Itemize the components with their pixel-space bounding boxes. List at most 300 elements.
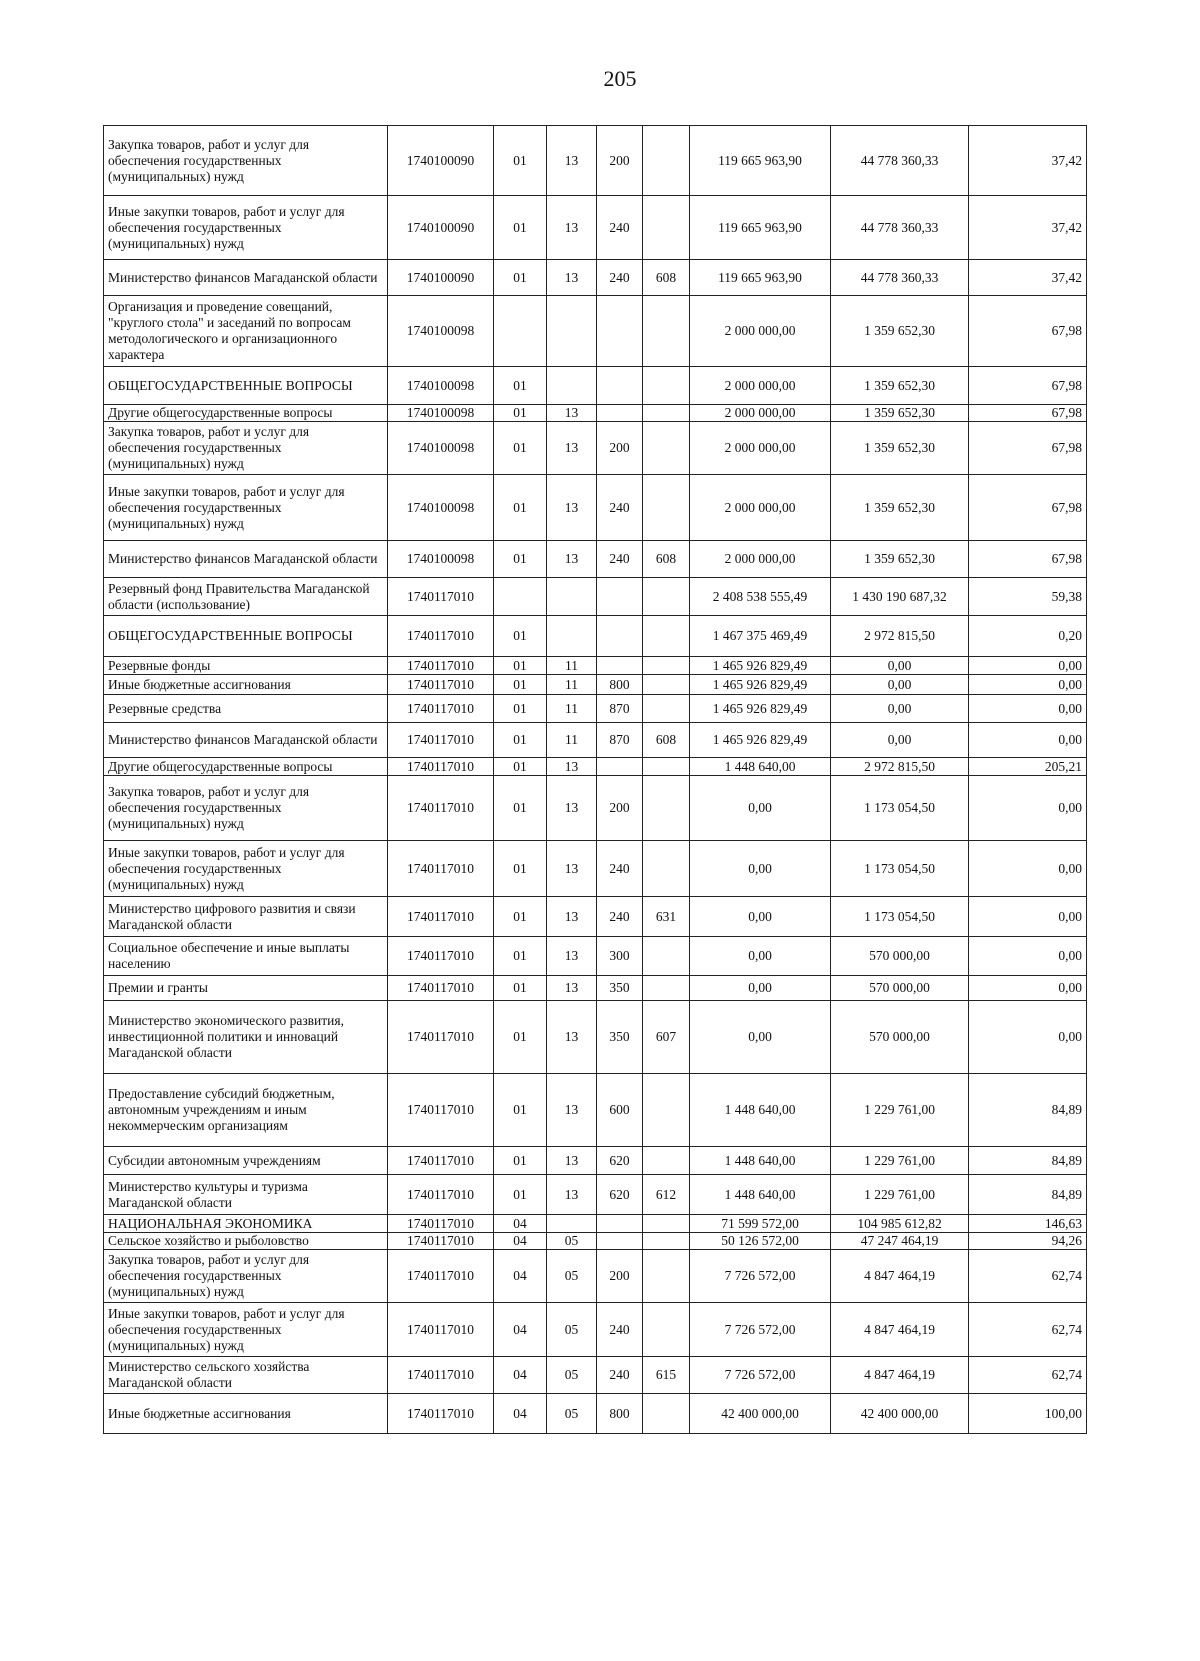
table-row <box>104 1001 1087 1074</box>
execution-percent-cell: 84,89 <box>969 1074 1087 1147</box>
actual-amount-cell: 1 173 054,50 <box>831 841 969 897</box>
row-name-cell: ОБЩЕГОСУДАРСТВЕННЫЕ ВОПРОСЫ <box>104 367 388 405</box>
planned-amount-cell: 0,00 <box>690 841 831 897</box>
execution-percent-cell: 62,74 <box>969 1250 1087 1303</box>
subsection-code-cell: 05 <box>547 1394 597 1434</box>
planned-amount-cell: 0,00 <box>690 937 831 976</box>
row-name-cell: Закупка товаров, работ и услуг для обеспечения государственных (муниципальных) нужд <box>104 1250 388 1303</box>
section-code-cell: 04 <box>494 1394 547 1434</box>
execution-percent-cell: 62,74 <box>969 1357 1087 1394</box>
row-name-cell: Другие общегосударственные вопросы <box>104 758 388 776</box>
section-code-cell: 01 <box>494 897 547 937</box>
administrator-code-cell <box>643 1250 690 1303</box>
planned-amount-cell: 0,00 <box>690 976 831 1001</box>
section-code-cell: 01 <box>494 675 547 695</box>
subsection-code-cell <box>547 616 597 657</box>
actual-amount-cell: 1 359 652,30 <box>831 541 969 578</box>
expense-type-cell <box>597 758 643 776</box>
subsection-code-cell: 13 <box>547 260 597 296</box>
actual-amount-cell: 1 229 761,00 <box>831 1175 969 1215</box>
section-code-cell: 01 <box>494 475 547 541</box>
row-name-cell: Министерство экономического развития, инвестиционной политики и инноваций Магаданской области <box>104 1001 388 1074</box>
execution-percent-cell: 67,98 <box>969 422 1087 475</box>
planned-amount-cell: 7 726 572,00 <box>690 1250 831 1303</box>
expense-type-cell: 870 <box>597 723 643 758</box>
administrator-code-cell <box>643 1147 690 1175</box>
subsection-code-cell: 13 <box>547 196 597 260</box>
table-row <box>104 657 1087 675</box>
row-name-cell: Министерство цифрового развития и связи Магаданской области <box>104 897 388 937</box>
planned-amount-cell: 1 465 926 829,49 <box>690 695 831 723</box>
subsection-code-cell: 13 <box>547 405 597 422</box>
page-number: 205 <box>603 66 637 91</box>
expense-type-cell <box>597 367 643 405</box>
row-name-cell: Предоставление субсидий бюджетным, автономным учреждениям и иным некоммерческим организациям <box>104 1074 388 1147</box>
expense-type-cell: 240 <box>597 841 643 897</box>
administrator-code-cell <box>643 1215 690 1233</box>
target-article-cell: 1740100098 <box>388 405 494 422</box>
row-name-cell: Министерство сельского хозяйства Магаданской области <box>104 1357 388 1394</box>
execution-percent-cell: 37,42 <box>969 196 1087 260</box>
section-code-cell: 01 <box>494 976 547 1001</box>
planned-amount-cell: 1 448 640,00 <box>690 1147 831 1175</box>
administrator-code-cell: 608 <box>643 723 690 758</box>
table-row <box>104 1303 1087 1357</box>
row-name-cell: Министерство финансов Магаданской области <box>104 260 388 296</box>
administrator-code-cell <box>643 976 690 1001</box>
administrator-code-cell <box>643 695 690 723</box>
row-name-cell: Сельское хозяйство и рыболовство <box>104 1233 388 1250</box>
target-article-cell: 1740117010 <box>388 616 494 657</box>
subsection-code-cell <box>547 578 597 616</box>
expense-type-cell: 240 <box>597 1303 643 1357</box>
administrator-code-cell <box>643 126 690 196</box>
planned-amount-cell: 7 726 572,00 <box>690 1303 831 1357</box>
administrator-code-cell <box>643 841 690 897</box>
expense-type-cell <box>597 405 643 422</box>
actual-amount-cell: 1 359 652,30 <box>831 367 969 405</box>
planned-amount-cell: 1 465 926 829,49 <box>690 675 831 695</box>
section-code-cell: 04 <box>494 1215 547 1233</box>
table-row <box>104 616 1087 657</box>
table-body <box>104 126 1087 1434</box>
execution-percent-cell: 67,98 <box>969 405 1087 422</box>
table-row <box>104 296 1087 367</box>
planned-amount-cell: 1 467 375 469,49 <box>690 616 831 657</box>
subsection-code-cell: 05 <box>547 1357 597 1394</box>
row-name-cell: Иные закупки товаров, работ и услуг для обеспечения государственных (муниципальных) нужд <box>104 841 388 897</box>
table-row <box>104 695 1087 723</box>
target-article-cell: 1740100098 <box>388 296 494 367</box>
row-name-cell: Министерство финансов Магаданской области <box>104 541 388 578</box>
table-row <box>104 578 1087 616</box>
administrator-code-cell <box>643 675 690 695</box>
row-name-cell: Министерство культуры и туризма Магаданской области <box>104 1175 388 1215</box>
table-row <box>104 776 1087 841</box>
table-row <box>104 126 1087 196</box>
planned-amount-cell: 0,00 <box>690 897 831 937</box>
table-row <box>104 1147 1087 1175</box>
table-row <box>104 897 1087 937</box>
administrator-code-cell <box>643 296 690 367</box>
table-row <box>104 841 1087 897</box>
administrator-code-cell <box>643 1233 690 1250</box>
expense-type-cell: 800 <box>597 675 643 695</box>
expense-type-cell <box>597 1215 643 1233</box>
table-row <box>104 1074 1087 1147</box>
expense-type-cell: 240 <box>597 1357 643 1394</box>
target-article-cell: 1740117010 <box>388 758 494 776</box>
actual-amount-cell: 1 229 761,00 <box>831 1074 969 1147</box>
planned-amount-cell: 2 000 000,00 <box>690 422 831 475</box>
row-name-cell: Резервный фонд Правительства Магаданской области (использование) <box>104 578 388 616</box>
expense-type-cell: 870 <box>597 695 643 723</box>
row-name-cell: Закупка товаров, работ и услуг для обеспечения государственных (муниципальных) нужд <box>104 126 388 196</box>
subsection-code-cell: 13 <box>547 422 597 475</box>
table-row <box>104 422 1087 475</box>
expense-type-cell: 240 <box>597 541 643 578</box>
section-code-cell: 01 <box>494 260 547 296</box>
subsection-code-cell: 13 <box>547 841 597 897</box>
target-article-cell: 1740117010 <box>388 841 494 897</box>
target-article-cell: 1740117010 <box>388 1303 494 1357</box>
subsection-code-cell: 05 <box>547 1250 597 1303</box>
table-row <box>104 367 1087 405</box>
planned-amount-cell: 7 726 572,00 <box>690 1357 831 1394</box>
section-code-cell: 01 <box>494 1074 547 1147</box>
table-row <box>104 976 1087 1001</box>
expense-type-cell: 600 <box>597 1074 643 1147</box>
target-article-cell: 1740117010 <box>388 695 494 723</box>
row-name-cell: Иные бюджетные ассигнования <box>104 1394 388 1434</box>
expense-type-cell: 240 <box>597 196 643 260</box>
target-article-cell: 1740100090 <box>388 260 494 296</box>
planned-amount-cell: 2 000 000,00 <box>690 405 831 422</box>
table-row <box>104 541 1087 578</box>
execution-percent-cell: 100,00 <box>969 1394 1087 1434</box>
subsection-code-cell <box>547 1215 597 1233</box>
target-article-cell: 1740100090 <box>388 196 494 260</box>
subsection-code-cell: 13 <box>547 1001 597 1074</box>
planned-amount-cell: 2 000 000,00 <box>690 367 831 405</box>
execution-percent-cell: 84,89 <box>969 1147 1087 1175</box>
row-name-cell: Резервные средства <box>104 695 388 723</box>
section-code-cell: 01 <box>494 1175 547 1215</box>
execution-percent-cell: 67,98 <box>969 367 1087 405</box>
actual-amount-cell: 4 847 464,19 <box>831 1303 969 1357</box>
planned-amount-cell: 71 599 572,00 <box>690 1215 831 1233</box>
execution-percent-cell: 0,00 <box>969 1001 1087 1074</box>
planned-amount-cell: 2 408 538 555,49 <box>690 578 831 616</box>
actual-amount-cell: 1 173 054,50 <box>831 897 969 937</box>
planned-amount-cell: 1 448 640,00 <box>690 1074 831 1147</box>
table-row <box>104 405 1087 422</box>
actual-amount-cell: 44 778 360,33 <box>831 260 969 296</box>
subsection-code-cell: 13 <box>547 1147 597 1175</box>
subsection-code-cell: 13 <box>547 1175 597 1215</box>
execution-percent-cell: 0,20 <box>969 616 1087 657</box>
target-article-cell: 1740100098 <box>388 475 494 541</box>
actual-amount-cell: 0,00 <box>831 657 969 675</box>
expense-type-cell: 200 <box>597 1250 643 1303</box>
planned-amount-cell: 119 665 963,90 <box>690 126 831 196</box>
execution-percent-cell: 0,00 <box>969 723 1087 758</box>
actual-amount-cell: 47 247 464,19 <box>831 1233 969 1250</box>
actual-amount-cell: 2 972 815,50 <box>831 758 969 776</box>
administrator-code-cell <box>643 1303 690 1357</box>
row-name-cell: Социальное обеспечение и иные выплаты населению <box>104 937 388 976</box>
row-name-cell: Иные закупки товаров, работ и услуг для обеспечения государственных (муниципальных) нужд <box>104 196 388 260</box>
execution-percent-cell: 0,00 <box>969 897 1087 937</box>
subsection-code-cell: 05 <box>547 1303 597 1357</box>
administrator-code-cell <box>643 367 690 405</box>
section-code-cell: 01 <box>494 405 547 422</box>
section-code-cell: 01 <box>494 723 547 758</box>
row-name-cell: Резервные фонды <box>104 657 388 675</box>
section-code-cell: 01 <box>494 126 547 196</box>
target-article-cell: 1740117010 <box>388 937 494 976</box>
target-article-cell: 1740100090 <box>388 126 494 196</box>
expense-type-cell: 300 <box>597 937 643 976</box>
administrator-code-cell <box>643 1394 690 1434</box>
actual-amount-cell: 1 430 190 687,32 <box>831 578 969 616</box>
section-code-cell <box>494 296 547 367</box>
execution-percent-cell: 67,98 <box>969 296 1087 367</box>
actual-amount-cell: 0,00 <box>831 675 969 695</box>
row-name-cell: ОБЩЕГОСУДАРСТВЕННЫЕ ВОПРОСЫ <box>104 616 388 657</box>
administrator-code-cell: 631 <box>643 897 690 937</box>
planned-amount-cell: 2 000 000,00 <box>690 541 831 578</box>
section-code-cell: 04 <box>494 1303 547 1357</box>
section-code-cell: 01 <box>494 937 547 976</box>
expense-type-cell <box>597 578 643 616</box>
target-article-cell: 1740117010 <box>388 723 494 758</box>
expense-type-cell: 240 <box>597 897 643 937</box>
expense-type-cell: 200 <box>597 126 643 196</box>
actual-amount-cell: 4 847 464,19 <box>831 1357 969 1394</box>
target-article-cell: 1740117010 <box>388 776 494 841</box>
section-code-cell: 01 <box>494 422 547 475</box>
table-row <box>104 1233 1087 1250</box>
target-article-cell: 1740117010 <box>388 1250 494 1303</box>
subsection-code-cell: 13 <box>547 126 597 196</box>
actual-amount-cell: 570 000,00 <box>831 1001 969 1074</box>
target-article-cell: 1740117010 <box>388 1001 494 1074</box>
target-article-cell: 1740100098 <box>388 422 494 475</box>
administrator-code-cell <box>643 758 690 776</box>
expense-type-cell: 350 <box>597 976 643 1001</box>
subsection-code-cell: 11 <box>547 657 597 675</box>
execution-percent-cell: 94,26 <box>969 1233 1087 1250</box>
section-code-cell: 01 <box>494 776 547 841</box>
section-code-cell: 04 <box>494 1233 547 1250</box>
row-name-cell: Организация и проведение совещаний, "круглого стола" и заседаний по вопросам методологического и организационного характера <box>104 296 388 367</box>
section-code-cell: 01 <box>494 367 547 405</box>
expense-type-cell: 200 <box>597 776 643 841</box>
subsection-code-cell: 13 <box>547 897 597 937</box>
administrator-code-cell: 615 <box>643 1357 690 1394</box>
row-name-cell: Закупка товаров, работ и услуг для обеспечения государственных (муниципальных) нужд <box>104 776 388 841</box>
section-code-cell: 01 <box>494 657 547 675</box>
planned-amount-cell: 119 665 963,90 <box>690 196 831 260</box>
expense-type-cell: 350 <box>597 1001 643 1074</box>
actual-amount-cell: 4 847 464,19 <box>831 1250 969 1303</box>
actual-amount-cell: 570 000,00 <box>831 937 969 976</box>
administrator-code-cell <box>643 475 690 541</box>
target-article-cell: 1740117010 <box>388 1357 494 1394</box>
section-code-cell: 01 <box>494 541 547 578</box>
planned-amount-cell: 1 465 926 829,49 <box>690 657 831 675</box>
table-row <box>104 1357 1087 1394</box>
subsection-code-cell <box>547 367 597 405</box>
administrator-code-cell <box>643 196 690 260</box>
target-article-cell: 1740117010 <box>388 1074 494 1147</box>
expense-type-cell: 200 <box>597 422 643 475</box>
section-code-cell: 04 <box>494 1250 547 1303</box>
expense-type-cell <box>597 616 643 657</box>
execution-percent-cell: 37,42 <box>969 126 1087 196</box>
execution-percent-cell: 205,21 <box>969 758 1087 776</box>
planned-amount-cell: 2 000 000,00 <box>690 296 831 367</box>
execution-percent-cell: 59,38 <box>969 578 1087 616</box>
target-article-cell: 1740117010 <box>388 578 494 616</box>
administrator-code-cell <box>643 422 690 475</box>
actual-amount-cell: 44 778 360,33 <box>831 196 969 260</box>
administrator-code-cell: 608 <box>643 260 690 296</box>
subsection-code-cell: 13 <box>547 1074 597 1147</box>
execution-percent-cell: 84,89 <box>969 1175 1087 1215</box>
actual-amount-cell: 104 985 612,82 <box>831 1215 969 1233</box>
section-code-cell: 01 <box>494 196 547 260</box>
actual-amount-cell: 1 359 652,30 <box>831 405 969 422</box>
actual-amount-cell: 1 359 652,30 <box>831 475 969 541</box>
row-name-cell: Субсидии автономным учреждениям <box>104 1147 388 1175</box>
subsection-code-cell: 11 <box>547 675 597 695</box>
execution-percent-cell: 0,00 <box>969 976 1087 1001</box>
row-name-cell: Иные закупки товаров, работ и услуг для обеспечения государственных (муниципальных) нужд <box>104 475 388 541</box>
target-article-cell: 1740117010 <box>388 1175 494 1215</box>
administrator-code-cell: 608 <box>643 541 690 578</box>
table-row <box>104 1250 1087 1303</box>
planned-amount-cell: 0,00 <box>690 776 831 841</box>
row-name-cell: НАЦИОНАЛЬНАЯ ЭКОНОМИКА <box>104 1215 388 1233</box>
table-row <box>104 1175 1087 1215</box>
expense-type-cell: 620 <box>597 1147 643 1175</box>
target-article-cell: 1740117010 <box>388 675 494 695</box>
row-name-cell: Министерство финансов Магаданской области <box>104 723 388 758</box>
administrator-code-cell <box>643 1074 690 1147</box>
planned-amount-cell: 1 448 640,00 <box>690 1175 831 1215</box>
planned-amount-cell: 0,00 <box>690 1001 831 1074</box>
administrator-code-cell <box>643 616 690 657</box>
row-name-cell: Закупка товаров, работ и услуг для обеспечения государственных (муниципальных) нужд <box>104 422 388 475</box>
row-name-cell: Премии и гранты <box>104 976 388 1001</box>
section-code-cell: 01 <box>494 841 547 897</box>
actual-amount-cell: 570 000,00 <box>831 976 969 1001</box>
section-code-cell <box>494 578 547 616</box>
target-article-cell: 1740100098 <box>388 367 494 405</box>
row-name-cell: Иные закупки товаров, работ и услуг для обеспечения государственных (муниципальных) нужд <box>104 1303 388 1357</box>
actual-amount-cell: 0,00 <box>831 695 969 723</box>
expense-type-cell: 240 <box>597 260 643 296</box>
target-article-cell: 1740100098 <box>388 541 494 578</box>
target-article-cell: 1740117010 <box>388 1147 494 1175</box>
row-name-cell: Иные бюджетные ассигнования <box>104 675 388 695</box>
section-code-cell: 01 <box>494 695 547 723</box>
execution-percent-cell: 0,00 <box>969 695 1087 723</box>
subsection-code-cell <box>547 296 597 367</box>
administrator-code-cell <box>643 578 690 616</box>
execution-percent-cell: 62,74 <box>969 1303 1087 1357</box>
target-article-cell: 1740117010 <box>388 1233 494 1250</box>
actual-amount-cell: 2 972 815,50 <box>831 616 969 657</box>
table-row <box>104 196 1087 260</box>
execution-percent-cell: 0,00 <box>969 657 1087 675</box>
expense-type-cell <box>597 657 643 675</box>
expense-type-cell <box>597 1233 643 1250</box>
execution-percent-cell: 37,42 <box>969 260 1087 296</box>
subsection-code-cell: 11 <box>547 723 597 758</box>
table-row <box>104 675 1087 695</box>
section-code-cell: 01 <box>494 1001 547 1074</box>
actual-amount-cell: 1 229 761,00 <box>831 1147 969 1175</box>
planned-amount-cell: 119 665 963,90 <box>690 260 831 296</box>
section-code-cell: 04 <box>494 1357 547 1394</box>
section-code-cell: 01 <box>494 1147 547 1175</box>
execution-percent-cell: 67,98 <box>969 541 1087 578</box>
target-article-cell: 1740117010 <box>388 976 494 1001</box>
execution-percent-cell: 0,00 <box>969 776 1087 841</box>
administrator-code-cell: 612 <box>643 1175 690 1215</box>
execution-percent-cell: 0,00 <box>969 675 1087 695</box>
target-article-cell: 1740117010 <box>388 1394 494 1434</box>
table-row <box>104 937 1087 976</box>
expense-type-cell: 240 <box>597 475 643 541</box>
planned-amount-cell: 1 465 926 829,49 <box>690 723 831 758</box>
table-row <box>104 260 1087 296</box>
subsection-code-cell: 13 <box>547 475 597 541</box>
section-code-cell: 01 <box>494 758 547 776</box>
subsection-code-cell: 11 <box>547 695 597 723</box>
target-article-cell: 1740117010 <box>388 897 494 937</box>
target-article-cell: 1740117010 <box>388 657 494 675</box>
planned-amount-cell: 50 126 572,00 <box>690 1233 831 1250</box>
subsection-code-cell: 13 <box>547 776 597 841</box>
expense-type-cell <box>597 296 643 367</box>
actual-amount-cell: 44 778 360,33 <box>831 126 969 196</box>
expense-type-cell: 800 <box>597 1394 643 1434</box>
administrator-code-cell <box>643 776 690 841</box>
actual-amount-cell: 1 359 652,30 <box>831 296 969 367</box>
execution-percent-cell: 0,00 <box>969 937 1087 976</box>
subsection-code-cell: 13 <box>547 937 597 976</box>
subsection-code-cell: 13 <box>547 976 597 1001</box>
actual-amount-cell: 42 400 000,00 <box>831 1394 969 1434</box>
actual-amount-cell: 1 173 054,50 <box>831 776 969 841</box>
table-row <box>104 723 1087 758</box>
actual-amount-cell: 0,00 <box>831 723 969 758</box>
planned-amount-cell: 42 400 000,00 <box>690 1394 831 1434</box>
row-name-cell: Другие общегосударственные вопросы <box>104 405 388 422</box>
expense-type-cell: 620 <box>597 1175 643 1215</box>
table-row <box>104 1215 1087 1233</box>
administrator-code-cell <box>643 405 690 422</box>
table-row <box>104 475 1087 541</box>
administrator-code-cell: 607 <box>643 1001 690 1074</box>
administrator-code-cell <box>643 657 690 675</box>
actual-amount-cell: 1 359 652,30 <box>831 422 969 475</box>
table-row <box>104 1394 1087 1434</box>
